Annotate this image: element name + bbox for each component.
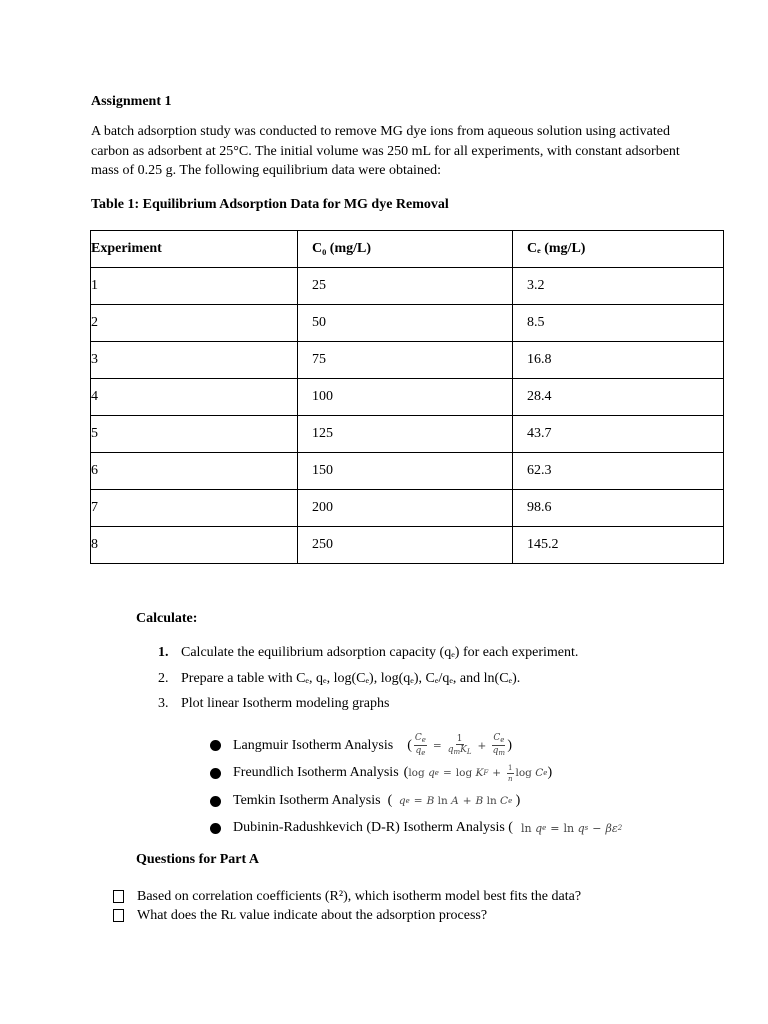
cell-experiment: 7 xyxy=(91,490,298,527)
questions-list xyxy=(113,887,581,925)
cell-c0: 125 xyxy=(298,416,513,453)
header-c0: C₀ (mg/L) xyxy=(298,231,513,268)
step-number: 1. xyxy=(158,645,169,660)
cell-experiment: 2 xyxy=(91,305,298,342)
step-number: 2. xyxy=(158,670,169,686)
bullet-icon xyxy=(210,796,221,807)
cell-c0: 50 xyxy=(298,305,513,342)
table-row xyxy=(91,305,724,342)
question-item xyxy=(113,906,581,925)
isotherm-list xyxy=(210,732,622,841)
isotherm-item-temkin xyxy=(210,787,622,815)
freundlich-formula: ( log q e = log K F + $\frac{1}{n}$ log C e ) xyxy=(403,763,553,783)
isotherm-item-dubinin-radushkevich xyxy=(210,815,622,841)
cell-c0: 25 xyxy=(298,268,513,305)
question-text: Based on correlation coefficients (R²), which isotherm model best fits the data? xyxy=(137,888,582,904)
step-number: 3. xyxy=(158,696,169,711)
isotherm-item-freundlich xyxy=(210,759,622,787)
cell-ce: 62.3 xyxy=(513,453,724,490)
step-text: Plot linear Isotherm modeling graphs xyxy=(181,696,390,711)
table-row xyxy=(91,379,724,416)
bullet-icon xyxy=(210,768,221,779)
langmuir-formula: ( $\frac{C_e}{q_e}$ = $\frac{1}{q_mK_L}$ + $\frac{C_e}{q_m}$ ) xyxy=(407,733,513,757)
cell-ce: 43.7 xyxy=(513,416,724,453)
header-ce: Cₑ (mg/L) xyxy=(513,231,724,268)
step-text: Calculate the equilibrium adsorption capacity (qₑ) for each experiment. xyxy=(181,645,579,660)
cell-ce: 8.5 xyxy=(513,305,724,342)
calculate-heading: Calculate: xyxy=(136,611,198,626)
table-row xyxy=(91,268,724,305)
cell-c0: 200 xyxy=(298,490,513,527)
intro-paragraph: A batch adsorption study was conducted to remove MG dye ions from aqueous solution using activated carbon as adsorbent at 25°C. The initial volume was 250 mL for all experiments, with constant adsorbent mass of 0.25 g. The following equilibrium data were obtained: xyxy=(91,124,680,178)
isotherm-label: Dubinin-Radushkevich (D-R) Isotherm Analysis ( xyxy=(233,820,513,835)
cell-experiment: 1 xyxy=(91,268,298,305)
table-row xyxy=(91,453,724,490)
cell-experiment: 5 xyxy=(91,416,298,453)
cell-experiment: 8 xyxy=(91,527,298,564)
step-text: Prepare a table with Cₑ, qₑ, log(Cₑ), log(qₑ), Cₑ/qₑ, and ln(Cₑ). xyxy=(181,670,521,686)
cell-experiment: 4 xyxy=(91,379,298,416)
question-item xyxy=(113,887,581,906)
equilibrium-data-table xyxy=(90,230,724,564)
cell-ce: 145.2 xyxy=(513,527,724,564)
dr-formula: ln q e = ln q s − βε 2 xyxy=(520,821,623,835)
isotherm-label: Freundlich Isotherm Analysis xyxy=(233,765,399,780)
bullet-icon xyxy=(210,823,221,834)
step-item xyxy=(158,696,578,722)
temkin-formula: ( q e = B ln A + B ln C e ) xyxy=(387,793,521,808)
checkbox-icon xyxy=(113,890,124,903)
step-item xyxy=(158,645,578,671)
cell-experiment: 3 xyxy=(91,342,298,379)
calculation-steps xyxy=(158,645,578,722)
checkbox-icon xyxy=(113,909,124,922)
cell-c0: 100 xyxy=(298,379,513,416)
cell-ce: 3.2 xyxy=(513,268,724,305)
question-text: What does the Rʟ value indicate about the adsorption process? xyxy=(137,907,488,923)
isotherm-item-langmuir xyxy=(210,732,622,759)
table-row xyxy=(91,342,724,379)
table-caption: Table 1: Equilibrium Adsorption Data for MG dye Removal xyxy=(91,197,449,212)
cell-ce: 16.8 xyxy=(513,342,724,379)
cell-experiment: 6 xyxy=(91,453,298,490)
questions-heading: Questions for Part A xyxy=(136,852,260,867)
step-item xyxy=(158,671,578,697)
cell-c0: 75 xyxy=(298,342,513,379)
cell-c0: 150 xyxy=(298,453,513,490)
bullet-icon xyxy=(210,740,221,751)
cell-ce: 28.4 xyxy=(513,379,724,416)
table-header-row xyxy=(91,231,724,268)
table-row xyxy=(91,490,724,527)
header-experiment: Experiment xyxy=(91,231,298,268)
table-row xyxy=(91,416,724,453)
table-row xyxy=(91,527,724,564)
assignment-title: Assignment 1 xyxy=(91,94,172,109)
cell-c0: 250 xyxy=(298,527,513,564)
isotherm-label: Langmuir Isotherm Analysis xyxy=(233,737,394,753)
cell-ce: 98.6 xyxy=(513,490,724,527)
isotherm-label: Temkin Isotherm Analysis xyxy=(233,793,381,808)
